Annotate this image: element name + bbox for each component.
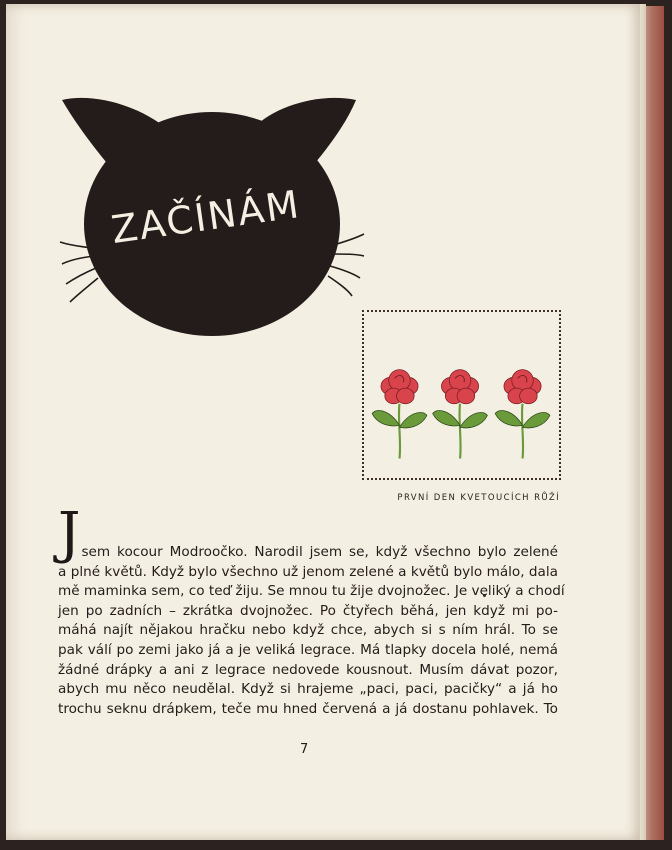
text-line: trochu seknu drápkem, teče mu hned červená a já dostanu pohlavek. To (58, 700, 558, 717)
text-line: jen po zadních – zkrátka dvojnožec. Po čtyřech běhá, jen když mi po- (58, 602, 558, 619)
page-number: 7 (300, 742, 309, 757)
chapter-title: ZAČÍNÁM (108, 181, 304, 253)
text-line: sem kocour Modroočko. Narodil jsem se, když všechno bylo zelené (81, 544, 558, 560)
text-line: máhá najít nějakou hračku nebo když chce, abych si s ním hrál. To se (58, 622, 558, 639)
bottom-edge (0, 840, 672, 850)
text-line: žádné drápky a ani z legrace nedovede kousnout. Musím dávat pozor, (58, 661, 558, 678)
text-line: pak válí po zemi jako já a je veliká legrace. Má tlapky docela holé, nemá (58, 641, 558, 658)
text-line: mě maminka sem, co teď žiju. Se mnou tu žije dvojnožec. Je veliký a chodí (58, 583, 565, 600)
cat-head-illustration (56, 78, 376, 340)
rose-flower-icon (495, 370, 550, 459)
rose-flower-icon (372, 370, 427, 459)
illustration-caption: PRVNÍ DEN KVETOUCÍCH RŮŽÍ (397, 493, 560, 503)
page-edge (640, 4, 646, 840)
text-line: a plné květů. Když bylo všechno už jenom zelené a květů bylo málo, dala (58, 563, 558, 580)
rose-illustration-frame (362, 310, 561, 480)
rose-flower-icon (433, 370, 488, 459)
body-text (58, 501, 565, 719)
text-line: abych mu něco neudělal. Když si hrajeme „paci, paci, pacičky“ a já ho (58, 681, 558, 698)
drop-cap: J (58, 501, 81, 566)
